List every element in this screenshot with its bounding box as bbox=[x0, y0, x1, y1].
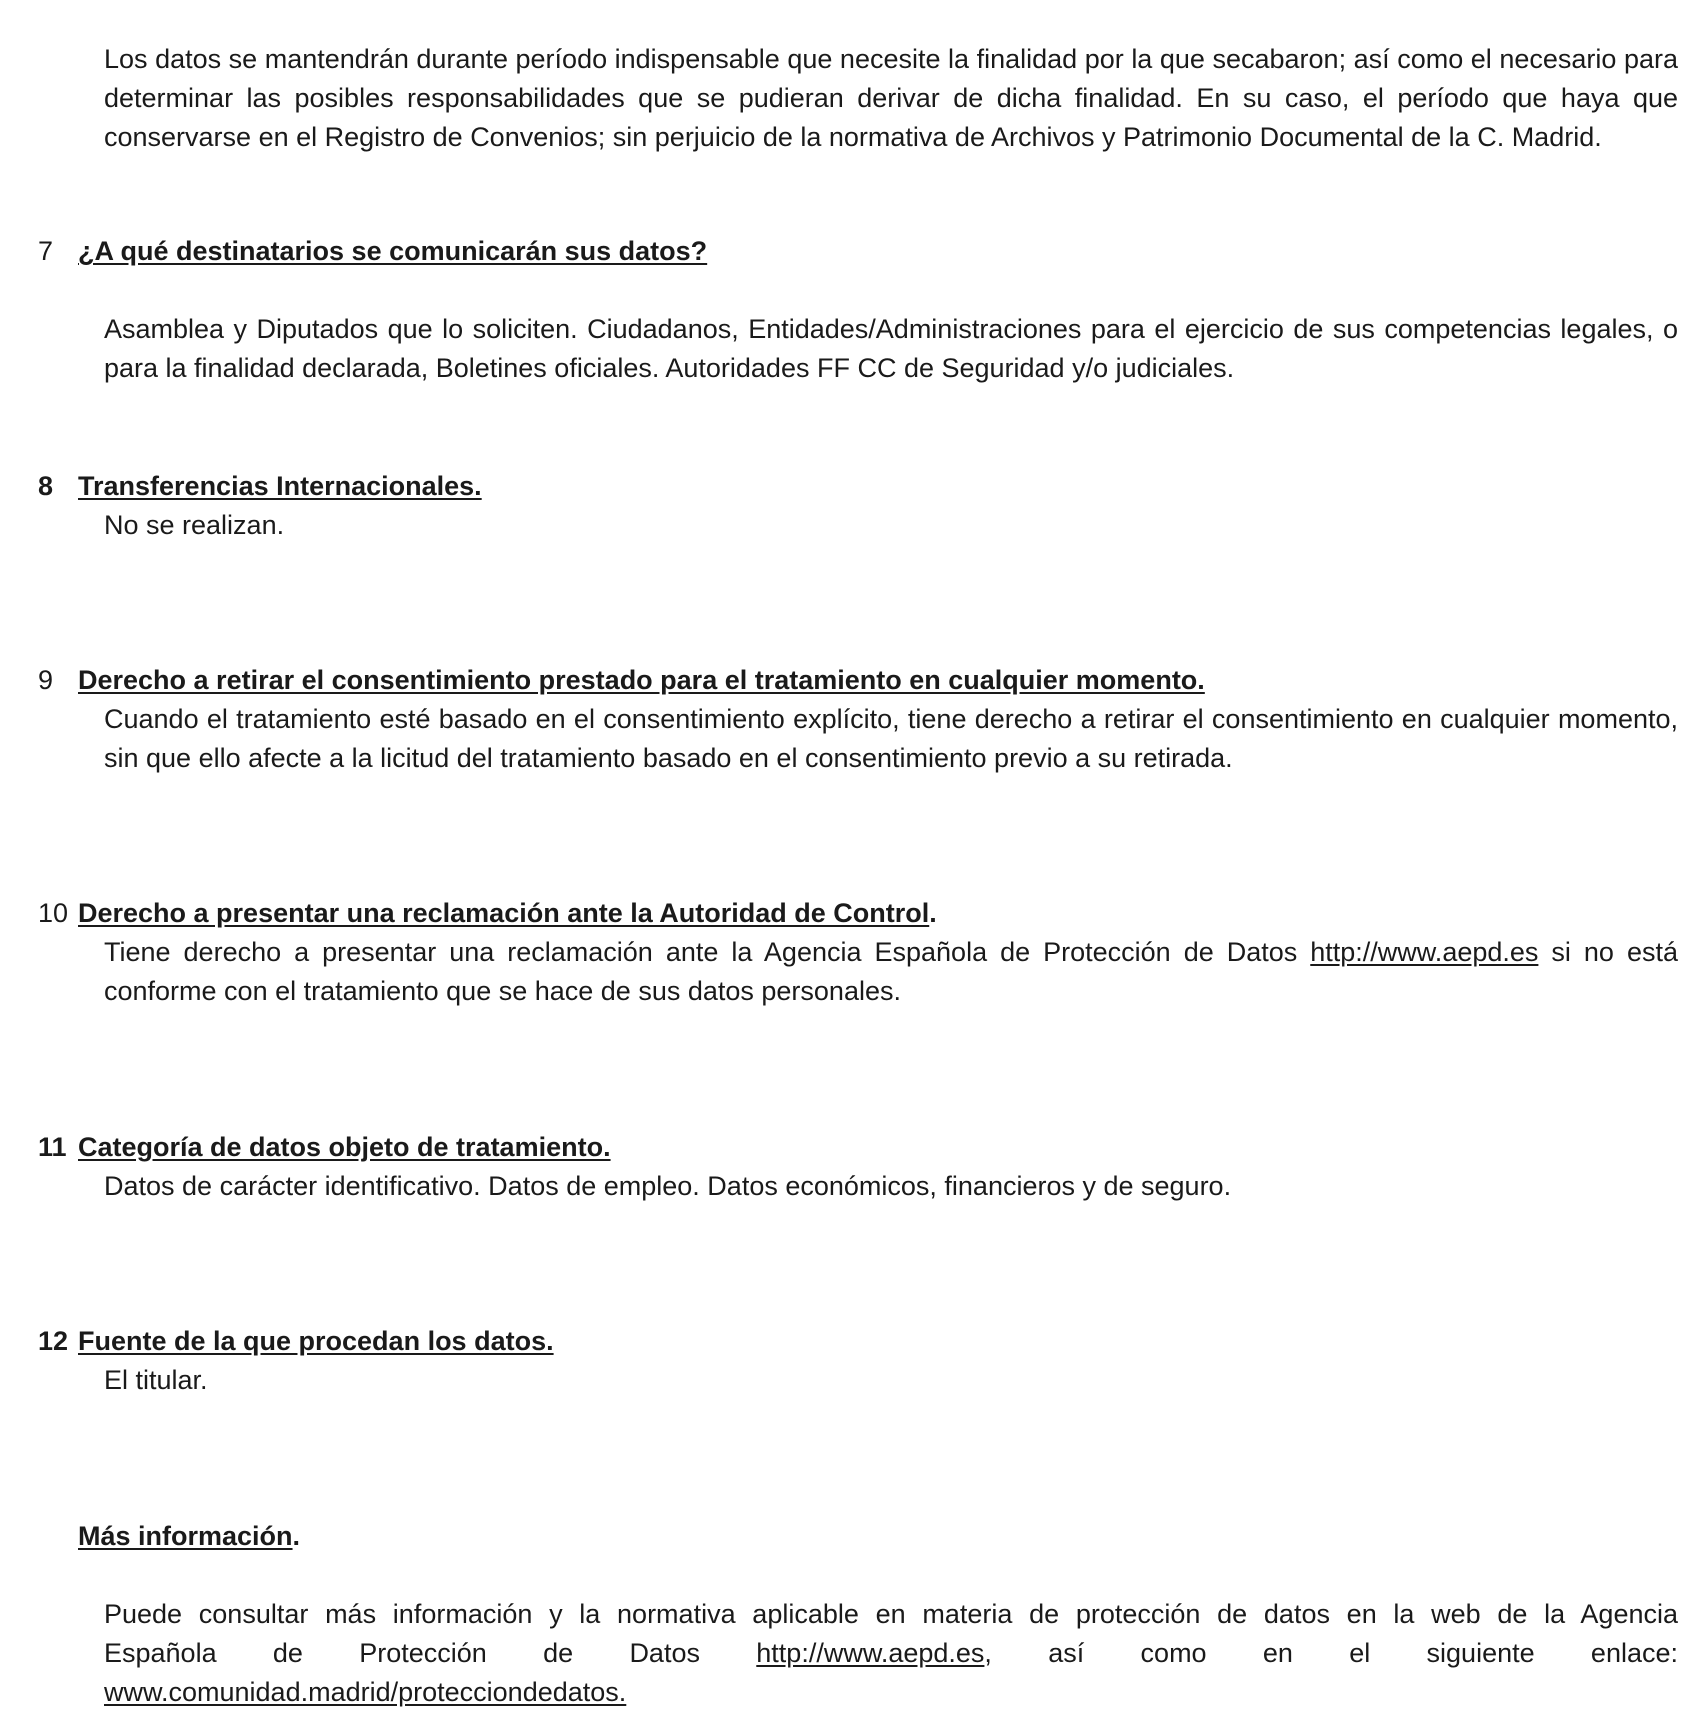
section-12-heading bbox=[38, 1322, 554, 1361]
section-11-heading bbox=[38, 1128, 611, 1167]
section-number: 7 bbox=[38, 236, 54, 266]
body-text: si no está conforme con el tratamiento que se hace de sus datos personales. bbox=[104, 937, 1678, 1006]
section-10-heading bbox=[38, 894, 937, 933]
comunidad-madrid-link[interactable]: www.comunidad.madrid/protecciondedatos. bbox=[104, 1677, 627, 1707]
more-info-body bbox=[104, 1595, 1678, 1712]
body-text: Española de Protección de Datos bbox=[104, 1638, 757, 1668]
section-title: Categoría de datos objeto de tratamiento. bbox=[78, 1132, 611, 1162]
retention-paragraph: Los datos se mantendrán durante período indispensable que necesite la finalidad por la que secabaron; así como el necesario para determinar las posibles responsabilidades que se pudieran derivar de dicha finalidad. En su caso, el período que haya que conservarse en el Registro de Convenios; sin perjuicio de la normativa de Archivos y Patrimonio Documental de la C. Madrid. bbox=[104, 44, 1678, 152]
section-9-body: Cuando el tratamiento esté basado en el consentimiento explícito, tiene derecho a retirar el consentimiento en cualquier momento, sin que ello afecte a la licitud del tratamiento basado en el consentimiento previo a su retirada. bbox=[104, 704, 1678, 773]
section-title: Fuente de la que procedan los datos. bbox=[78, 1326, 554, 1356]
more-info-line-1: Puede consultar más información y la normativa aplicable en materia de protección de datos en la web de la Agencia bbox=[104, 1599, 1678, 1629]
aepd-link[interactable]: http://www.aepd.es bbox=[756, 1638, 985, 1668]
section-10-body bbox=[104, 933, 1678, 1011]
section-title: Derecho a retirar el consentimiento prestado para el tratamiento en cualquier momento. bbox=[78, 665, 1205, 695]
section-number: 10 bbox=[38, 898, 69, 928]
more-info-heading bbox=[78, 1517, 300, 1556]
section-title: ¿A qué destinatarios se comunicarán sus datos? bbox=[78, 236, 708, 266]
section-11-body: Datos de carácter identificativo. Datos de empleo. Datos económicos, financieros y de seguro. bbox=[104, 1171, 1232, 1201]
section-title: Transferencias Internacionales. bbox=[78, 471, 482, 501]
section-8-heading bbox=[38, 467, 482, 506]
more-info-line-3 bbox=[104, 1673, 1678, 1712]
body-text: Tiene derecho a presentar una reclamación ante la Agencia Española de Protección de Datos bbox=[104, 937, 1311, 967]
aepd-link[interactable]: http://www.aepd.es bbox=[1310, 937, 1539, 967]
section-7-body: Asamblea y Diputados que lo soliciten. Ciudadanos, Entidades/Administraciones para el ejercicio de sus competencias legales, o para la finalidad declarada, Boletines oficiales. Autoridades FF CC de Seguridad y/o judiciales. bbox=[104, 314, 1678, 383]
section-12-body: El titular. bbox=[104, 1365, 208, 1395]
section-number: 9 bbox=[38, 665, 54, 695]
section-number: 12 bbox=[38, 1326, 69, 1356]
more-info-line-2 bbox=[104, 1634, 1678, 1673]
body-text: , así como en el siguiente enlace: bbox=[984, 1638, 1678, 1668]
section-title: Derecho a presentar una reclamación ante la Autoridad de Control bbox=[78, 898, 930, 928]
section-7-heading bbox=[38, 232, 707, 271]
section-9-heading bbox=[38, 661, 1205, 700]
section-number: 8 bbox=[38, 471, 54, 501]
more-info-title: Más información bbox=[78, 1521, 293, 1551]
section-number: 11 bbox=[38, 1132, 67, 1162]
more-info-title-suffix: . bbox=[292, 1521, 301, 1551]
section-title-suffix: . bbox=[929, 898, 937, 928]
section-8-body: No se realizan. bbox=[104, 510, 285, 540]
